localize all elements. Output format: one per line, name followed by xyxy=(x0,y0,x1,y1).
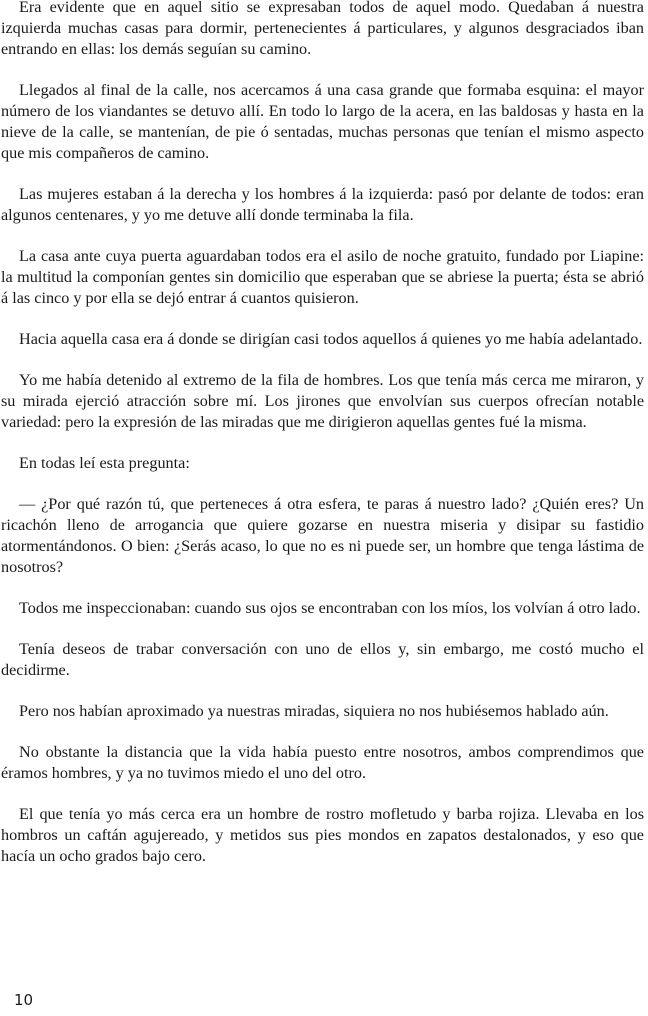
paragraph: En todas leí esta pregunta: xyxy=(19,454,190,472)
paragraph: Todos me inspeccionaban: cuando sus ojos se encontraban con los míos, los volvían á otro lado. xyxy=(19,599,641,617)
paragraph: Llegados al final de la calle, nos acercamos á una casa grande que formaba esquina: el mayor número de los viandantes se detuvo allí. En todo lo largo de la acera, en las baldosas y hasta en la nieve de la calle, se mantenían, de pie ó sentadas, muchas personas que tenían el mismo aspecto que mis compañeros de camino. xyxy=(1,81,644,162)
paragraph: Hacia aquella casa era á donde se dirigían casi todos aquellos á quienes yo me había adelantado. xyxy=(19,330,643,348)
text-body xyxy=(1,0,644,867)
paragraph: Yo me había detenido al extremo de la fila de hombres. Los que tenía más cerca me miraron, y su mirada ejerció atracción sobre mí. Los jirones que envolvían sus cuerpos ofrecían notable variedad: pero la expresión de las miradas que me dirigieron aquellas gentes fué la misma. xyxy=(1,371,644,431)
paragraph: La casa ante cuya puerta aguardaban todos era el asilo de noche gratuito, fundado por Liapine: la multitud la componían gentes sin domicilio que esperaban que se abriese la puerta; ésta se abrió á las cinco y por ella se dejó entrar á cuantos quisieron. xyxy=(1,247,644,307)
paragraph: Pero nos habían aproximado ya nuestras miradas, siquiera no nos hubiésemos hablado aún. xyxy=(19,702,609,720)
paragraph: — ¿Por qué razón tú, que perteneces á otra esfera, te paras á nuestro lado? ¿Quién eres? Un ricachón lleno de arrogancia que quiere gozarse en nuestra miseria y disipar su fastidio atormentándonos. O bien: ¿Serás acaso, lo que no es ni puede ser, un hombre que tenga lástima de nosotros? xyxy=(1,495,644,576)
paragraph: El que tenía yo más cerca era un hombre de rostro mofletudo y barba rojiza. Llevaba en los hombros un caftán agujereado, y metidos sus pies mondos en zapatos destalonados, y eso que hacía un ocho grados bajo cero. xyxy=(1,805,644,865)
paragraph: Las mujeres estaban á la derecha y los hombres á la izquierda: pasó por delante de todos: eran algunos centenares, y yo me detuve allí donde terminaba la fila. xyxy=(1,185,644,224)
paragraph: Tenía deseos de trabar conversación con uno de ellos y, sin embargo, me costó mucho el decidirme. xyxy=(1,640,644,679)
paragraph: Era evidente que en aquel sitio se expresaban todos de aquel modo. Quedaban á nuestra izquierda muchas casas para dormir, pertenecientes á particulares, y algunos desgraciados iban entrando en ellas: los demás seguían su camino. xyxy=(1,0,644,58)
page-number: 10 xyxy=(14,991,34,1009)
paragraph: No obstante la distancia que la vida había puesto entre nosotros, ambos comprendimos que éramos hombres, y ya no tuvimos miedo el uno del otro. xyxy=(1,743,644,782)
